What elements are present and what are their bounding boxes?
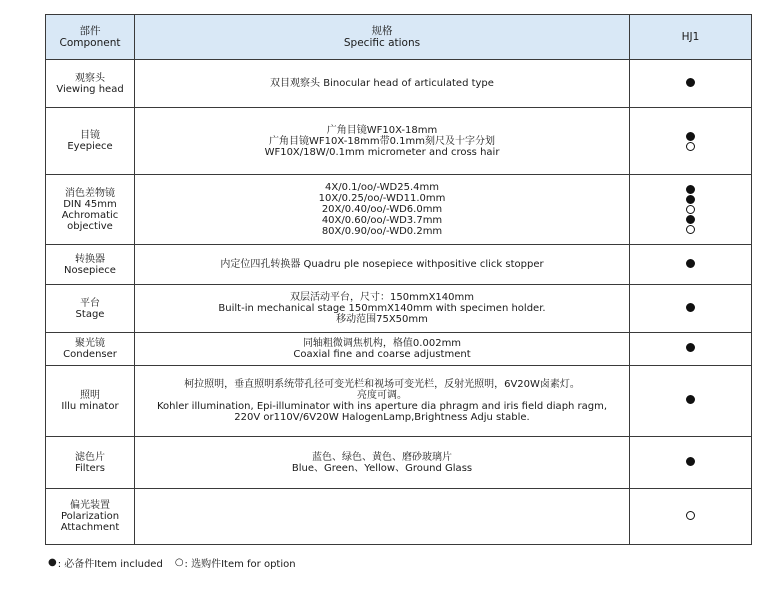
- component-cell: [46, 108, 135, 175]
- availability-cell: [630, 437, 752, 489]
- component-name-line: Achromatic: [61, 209, 119, 221]
- component-name-line: 滤色片: [75, 451, 105, 463]
- availability-cell: [630, 245, 752, 285]
- component-cell: [46, 489, 135, 545]
- specification-line: 20X/0.40/oo/-WD6.0mm: [321, 204, 443, 215]
- table-row: [46, 333, 752, 366]
- specification-line: 同轴粗微调焦机构，格值0.002mm: [302, 338, 462, 349]
- availability-marks: [686, 131, 695, 151]
- availability-marks: [686, 77, 695, 87]
- specification-line: Coaxial fine and coarse adjustment: [293, 349, 471, 360]
- specification-line: 蓝色、绿色、黄色、磨砂玻璃片: [312, 451, 452, 463]
- item-included-icon: [686, 132, 695, 141]
- availability-cell: [630, 285, 752, 333]
- specification-line: 80X/0.90/oo/-WD0.2mm: [321, 226, 443, 237]
- item-included-icon: [686, 195, 695, 204]
- specification-cell: [135, 437, 630, 489]
- component-name-line: Stage: [75, 308, 105, 320]
- specification-cell: [135, 285, 630, 333]
- availability-cell: [630, 489, 752, 545]
- specification-line: 移动范围75X50mm: [336, 314, 428, 325]
- header-specifications: [135, 15, 630, 60]
- component-cell: [46, 245, 135, 285]
- specification-line: 4X/0.1/oo/-WD25.4mm: [325, 182, 439, 193]
- component-name-line: Condenser: [63, 349, 117, 360]
- component-name-line: 观察头: [75, 72, 105, 84]
- component-name-line: 照明: [80, 390, 100, 401]
- specification-line: 10X/0.25/oo/-WD11.0mm: [318, 193, 446, 204]
- item-optional-icon: [686, 142, 695, 151]
- specification-cell: [135, 333, 630, 366]
- availability-cell: [630, 108, 752, 175]
- table-row: [46, 175, 752, 245]
- header-component-en: Component: [59, 37, 121, 49]
- component-name-line: 聚光镜: [75, 338, 105, 349]
- specification-line: 广角目镜WF10X-18mm带0.1mm刻尺及十字分划: [269, 135, 495, 147]
- component-name-line: 平台: [80, 297, 100, 309]
- item-included-icon: [686, 303, 695, 312]
- availability-marks: [686, 395, 695, 405]
- component-name-line: 目镜: [80, 130, 100, 141]
- table-row: [46, 437, 752, 489]
- header-model-label: HJ1: [681, 31, 700, 43]
- specification-line: 亮度可调。: [357, 390, 407, 401]
- component-cell: [46, 437, 135, 489]
- component-name-line: Viewing head: [56, 83, 124, 95]
- component-name-line: DIN 45mm: [63, 198, 117, 210]
- component-name-line: Eyepiece: [67, 141, 113, 152]
- legend-included-text: : 必备件Item included: [57, 559, 163, 570]
- component-name-line: Filters: [75, 462, 105, 474]
- availability-marks: [686, 510, 695, 520]
- component-cell: [46, 60, 135, 108]
- component-name-line: Attachment: [60, 522, 120, 533]
- component-name-line: 偏光装置: [70, 500, 110, 511]
- header-model: [630, 15, 752, 60]
- legend-option-symbol: ○: [174, 557, 184, 568]
- table-row: [46, 60, 752, 108]
- item-included-icon: [686, 457, 695, 466]
- table-header-row: [46, 15, 752, 60]
- component-name-line: Illu minator: [61, 401, 119, 412]
- table-row: [46, 285, 752, 333]
- specification-cell: [135, 60, 630, 108]
- specification-line: Kohler illumination, Epi-illuminator with ins aperture dia phragm and iris field diaph ragm,: [156, 401, 608, 412]
- item-optional-icon: [686, 225, 695, 234]
- specification-line: 广角目镜WF10X-18mm: [326, 124, 438, 136]
- component-cell: [46, 175, 135, 245]
- specification-line: WF10X/18W/0.1mm micrometer and cross hair: [264, 146, 500, 158]
- item-optional-icon: [686, 205, 695, 214]
- table-row: [46, 489, 752, 545]
- specification-line: Built-in mechanical stage 150mmX140mm with specimen holder.: [218, 303, 546, 314]
- spec-table: [45, 14, 752, 545]
- item-optional-icon: [686, 511, 695, 520]
- availability-cell: [630, 366, 752, 437]
- specification-cell: [135, 108, 630, 175]
- legend-included-symbol: ●: [48, 557, 57, 568]
- component-cell: [46, 333, 135, 366]
- availability-cell: [630, 60, 752, 108]
- specification-cell: [135, 366, 630, 437]
- header-spec-en: Specific ations: [343, 37, 421, 49]
- specification-cell: [135, 175, 630, 245]
- component-name-line: Nosepiece: [64, 264, 116, 276]
- availability-marks: [686, 258, 695, 268]
- component-name-line: objective: [67, 220, 113, 232]
- availability-cell: [630, 333, 752, 366]
- item-included-icon: [686, 395, 695, 404]
- component-cell: [46, 285, 135, 333]
- table-body: [46, 60, 752, 545]
- component-name-line: 消色差物镜: [65, 187, 115, 199]
- availability-marks: [686, 302, 695, 312]
- specification-line: 双层活动平台，尺寸：150mmX140mm: [290, 292, 474, 303]
- availability-marks: [686, 185, 695, 235]
- legend: [48, 555, 296, 570]
- item-included-icon: [686, 78, 695, 87]
- header-component: [46, 15, 135, 60]
- specification-line: Blue、Green、Yellow、Ground Glass: [291, 462, 473, 474]
- specification-line: 220V or110V/6V20W HalogenLamp,Brightness Adju stable.: [234, 412, 530, 423]
- availability-marks: [686, 456, 695, 466]
- header-component-cn: 部件: [79, 25, 101, 37]
- table-row: [46, 108, 752, 175]
- item-included-icon: [686, 259, 695, 268]
- specification-line: 柯拉照明，垂直照明系统带孔径可变光栏和视场可变光栏，反射光照明，6V20W卤素灯。: [184, 379, 580, 390]
- table-row: [46, 366, 752, 437]
- legend-option-text: : 选购件Item for option: [184, 559, 296, 570]
- component-name-line: 转换器: [75, 253, 105, 265]
- specification-line: 40X/0.60/oo/-WD3.7mm: [321, 215, 443, 226]
- header-spec-cn: 规格: [371, 25, 393, 37]
- item-included-icon: [686, 215, 695, 224]
- specification-cell: [135, 245, 630, 285]
- table-row: [46, 245, 752, 285]
- component-cell: [46, 366, 135, 437]
- item-included-icon: [686, 185, 695, 194]
- availability-marks: [686, 343, 695, 353]
- specification-cell: [135, 489, 630, 545]
- availability-cell: [630, 175, 752, 245]
- item-included-icon: [686, 343, 695, 352]
- specification-line: 双目观察头 Binocular head of articulated type: [270, 78, 494, 89]
- specification-line: 内定位四孔转换器 Quadru ple nosepiece withpositive click stopper: [220, 259, 544, 270]
- component-name-line: Polarization: [60, 511, 120, 522]
